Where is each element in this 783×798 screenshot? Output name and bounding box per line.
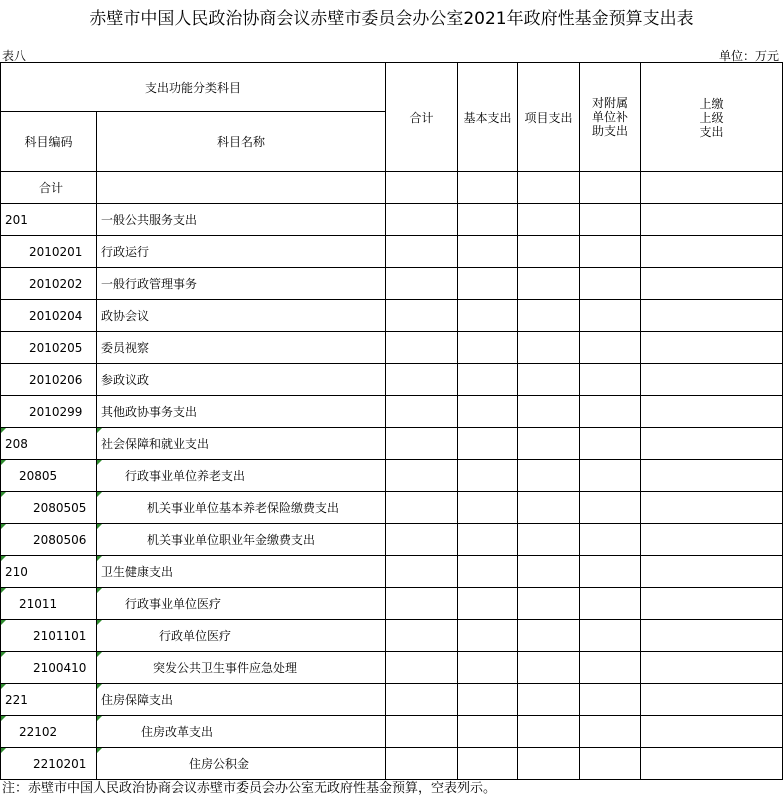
amount-cell	[386, 748, 458, 780]
amount-cell	[641, 748, 783, 780]
row-name-cell	[97, 428, 386, 460]
header-code: 科目编码	[0, 112, 97, 172]
flag-marker	[1, 588, 6, 593]
flag-marker	[97, 428, 102, 433]
amount-cell	[518, 748, 580, 780]
amount-cell	[386, 684, 458, 716]
row-name: 机关事业单位基本养老保险缴费支出	[147, 501, 340, 515]
row-name: 行政事业单位养老支出	[125, 469, 246, 483]
amount-cell	[386, 268, 458, 300]
row-name-cell	[97, 524, 386, 556]
row-name-cell	[97, 716, 386, 748]
flag-marker	[97, 684, 102, 689]
row-code-cell	[0, 748, 97, 780]
amount-cell	[580, 556, 641, 588]
header-upper-text: 上缴上级支出	[699, 97, 724, 139]
amount-cell	[458, 652, 518, 684]
amount-cell	[641, 684, 783, 716]
amount-cell	[580, 716, 641, 748]
row-code-cell	[0, 588, 97, 620]
row-name-cell	[97, 332, 386, 364]
amount-cell	[518, 332, 580, 364]
header-upper	[641, 62, 783, 172]
row-code-cell	[0, 716, 97, 748]
row-code: 208	[5, 436, 28, 451]
flag-marker	[1, 716, 6, 721]
amount-cell	[518, 652, 580, 684]
amount-cell	[580, 620, 641, 652]
amount-cell	[458, 236, 518, 268]
amount-cell	[386, 428, 458, 460]
amount-cell	[458, 172, 518, 204]
flag-marker	[1, 684, 6, 689]
amount-cell	[386, 460, 458, 492]
row-name: 政协会议	[101, 309, 150, 323]
amount-cell	[580, 428, 641, 460]
amount-cell	[518, 492, 580, 524]
amount-cell	[518, 716, 580, 748]
amount-cell	[641, 652, 783, 684]
amount-cell	[386, 332, 458, 364]
header-project: 项目支出	[518, 62, 580, 172]
row-code: 2010204	[29, 308, 83, 323]
header-subsidy	[580, 62, 641, 172]
row-code: 2210201	[33, 756, 87, 771]
amount-cell	[641, 268, 783, 300]
amount-cell	[458, 524, 518, 556]
flag-marker	[97, 588, 102, 593]
amount-cell	[580, 332, 641, 364]
amount-cell	[386, 364, 458, 396]
amount-cell	[580, 236, 641, 268]
amount-cell	[458, 620, 518, 652]
row-name: 一般公共服务支出	[101, 213, 198, 227]
row-code: 2080506	[33, 532, 87, 547]
amount-cell	[386, 716, 458, 748]
unit-label: 单位：万元	[718, 49, 779, 63]
amount-cell	[518, 236, 580, 268]
amount-cell	[641, 588, 783, 620]
row-code-cell	[0, 684, 97, 716]
amount-cell	[641, 556, 783, 588]
row-code: 2101101	[33, 628, 87, 643]
amount-cell	[580, 268, 641, 300]
row-code: 2010201	[29, 244, 83, 259]
amount-cell	[458, 556, 518, 588]
flag-marker	[97, 748, 102, 753]
amount-cell	[518, 268, 580, 300]
row-name-cell	[97, 172, 386, 204]
amount-cell	[386, 236, 458, 268]
header-subsidy-text: 对附属单位补助支出	[591, 96, 628, 138]
flag-marker	[97, 620, 102, 625]
amount-cell	[580, 204, 641, 236]
amount-cell	[458, 396, 518, 428]
flag-marker	[97, 460, 102, 465]
amount-cell	[386, 620, 458, 652]
row-name: 住房公积金	[189, 757, 250, 771]
row-name: 行政事业单位医疗	[125, 597, 222, 611]
row-code-cell	[0, 492, 97, 524]
row-name: 住房改革支出	[141, 725, 214, 739]
row-code: 201	[5, 212, 28, 227]
amount-cell	[641, 460, 783, 492]
row-name-cell	[97, 300, 386, 332]
row-code-cell	[0, 268, 97, 300]
flag-marker	[1, 748, 6, 753]
row-code-cell	[0, 364, 97, 396]
row-name-cell	[97, 204, 386, 236]
amount-cell	[386, 204, 458, 236]
amount-cell	[641, 332, 783, 364]
row-code-cell	[0, 620, 97, 652]
row-name-cell	[97, 236, 386, 268]
amount-cell	[458, 268, 518, 300]
row-code-cell	[0, 204, 97, 236]
row-name-cell	[97, 460, 386, 492]
amount-cell	[458, 716, 518, 748]
amount-cell	[518, 684, 580, 716]
flag-marker	[97, 524, 102, 529]
header-basic: 基本支出	[458, 62, 518, 172]
row-code: 20805	[19, 468, 58, 483]
row-code-cell	[0, 460, 97, 492]
row-code-cell	[0, 332, 97, 364]
amount-cell	[518, 396, 580, 428]
amount-cell	[386, 300, 458, 332]
amount-cell	[518, 204, 580, 236]
footnote: 注：赤壁市中国人民政治协商会议赤壁市委员会办公室无政府性基金预算，空表列示。	[2, 781, 497, 796]
amount-cell	[458, 460, 518, 492]
amount-cell	[386, 652, 458, 684]
amount-cell	[518, 428, 580, 460]
row-code: 2010205	[29, 340, 83, 355]
header-name: 科目名称	[97, 112, 386, 172]
amount-cell	[641, 172, 783, 204]
amount-cell	[580, 492, 641, 524]
flag-marker	[97, 716, 102, 721]
header-group: 支出功能分类科目	[0, 62, 386, 112]
amount-cell	[458, 332, 518, 364]
amount-cell	[386, 492, 458, 524]
amount-cell	[641, 364, 783, 396]
amount-cell	[518, 556, 580, 588]
amount-cell	[386, 172, 458, 204]
row-name-cell	[97, 556, 386, 588]
page-title: 赤壁市中国人民政治协商会议赤壁市委员会办公室2021年政府性基金预算支出表	[89, 9, 694, 29]
flag-marker	[97, 492, 102, 497]
amount-cell	[580, 524, 641, 556]
amount-cell	[641, 204, 783, 236]
amount-cell	[386, 588, 458, 620]
flag-marker	[1, 524, 6, 529]
amount-cell	[641, 396, 783, 428]
amount-cell	[580, 748, 641, 780]
row-name-cell	[97, 492, 386, 524]
row-code-cell	[0, 524, 97, 556]
amount-cell	[458, 300, 518, 332]
row-code-cell	[0, 396, 97, 428]
amount-cell	[580, 652, 641, 684]
budget-table	[0, 62, 783, 776]
row-code: 2010202	[29, 276, 83, 291]
amount-cell	[641, 492, 783, 524]
amount-cell	[641, 620, 783, 652]
flag-marker	[97, 652, 102, 657]
amount-cell	[386, 396, 458, 428]
row-name-cell	[97, 364, 386, 396]
row-name: 突发公共卫生事件应急处理	[153, 661, 298, 675]
flag-marker	[1, 620, 6, 625]
amount-cell	[518, 460, 580, 492]
amount-cell	[518, 172, 580, 204]
row-name: 住房保障支出	[101, 693, 174, 707]
amount-cell	[458, 428, 518, 460]
row-code-cell	[0, 300, 97, 332]
amount-cell	[641, 524, 783, 556]
amount-cell	[458, 684, 518, 716]
row-code: 2080505	[33, 500, 87, 515]
row-name: 参政议政	[101, 373, 150, 387]
amount-cell	[518, 364, 580, 396]
row-name-cell	[97, 268, 386, 300]
row-code: 2100410	[33, 660, 87, 675]
row-name: 卫生健康支出	[101, 565, 174, 579]
amount-cell	[580, 364, 641, 396]
row-name-cell	[97, 620, 386, 652]
header-total: 合计	[386, 62, 458, 172]
row-code: 22102	[19, 724, 58, 739]
row-code: 2010206	[29, 372, 83, 387]
table-label: 表八	[2, 49, 27, 63]
amount-cell	[580, 396, 641, 428]
amount-cell	[580, 588, 641, 620]
flag-marker	[1, 556, 6, 561]
flag-marker	[1, 428, 6, 433]
row-code-cell	[0, 236, 97, 268]
amount-cell	[518, 300, 580, 332]
row-name-cell	[97, 396, 386, 428]
amount-cell	[580, 684, 641, 716]
flag-marker	[97, 556, 102, 561]
amount-cell	[641, 716, 783, 748]
row-name-cell	[97, 748, 386, 780]
row-name: 一般行政管理事务	[101, 277, 198, 291]
row-name: 社会保障和就业支出	[101, 437, 210, 451]
amount-cell	[580, 172, 641, 204]
amount-cell	[458, 748, 518, 780]
row-name-cell	[97, 684, 386, 716]
row-code-cell	[0, 556, 97, 588]
amount-cell	[458, 204, 518, 236]
row-name: 行政单位医疗	[159, 629, 232, 643]
amount-cell	[518, 620, 580, 652]
row-name-cell	[97, 652, 386, 684]
row-name: 行政运行	[101, 245, 150, 259]
amount-cell	[386, 524, 458, 556]
row-code: 221	[5, 692, 28, 707]
row-code-cell	[0, 652, 97, 684]
row-code-cell	[0, 172, 97, 204]
amount-cell	[518, 524, 580, 556]
amount-cell	[518, 588, 580, 620]
amount-cell	[580, 300, 641, 332]
amount-cell	[458, 364, 518, 396]
amount-cell	[458, 492, 518, 524]
amount-cell	[641, 300, 783, 332]
flag-marker	[1, 492, 6, 497]
amount-cell	[386, 556, 458, 588]
amount-cell	[641, 428, 783, 460]
row-code: 合计	[39, 181, 64, 195]
row-name: 机关事业单位职业年金缴费支出	[147, 533, 316, 547]
row-code-cell	[0, 428, 97, 460]
row-name: 其他政协事务支出	[101, 405, 198, 419]
amount-cell	[580, 460, 641, 492]
flag-marker	[1, 652, 6, 657]
row-name: 委员视察	[101, 341, 150, 355]
flag-marker	[1, 460, 6, 465]
row-code: 210	[5, 564, 28, 579]
row-name-cell	[97, 588, 386, 620]
amount-cell	[458, 588, 518, 620]
row-code: 21011	[19, 596, 58, 611]
row-code: 2010299	[29, 404, 83, 419]
amount-cell	[641, 236, 783, 268]
